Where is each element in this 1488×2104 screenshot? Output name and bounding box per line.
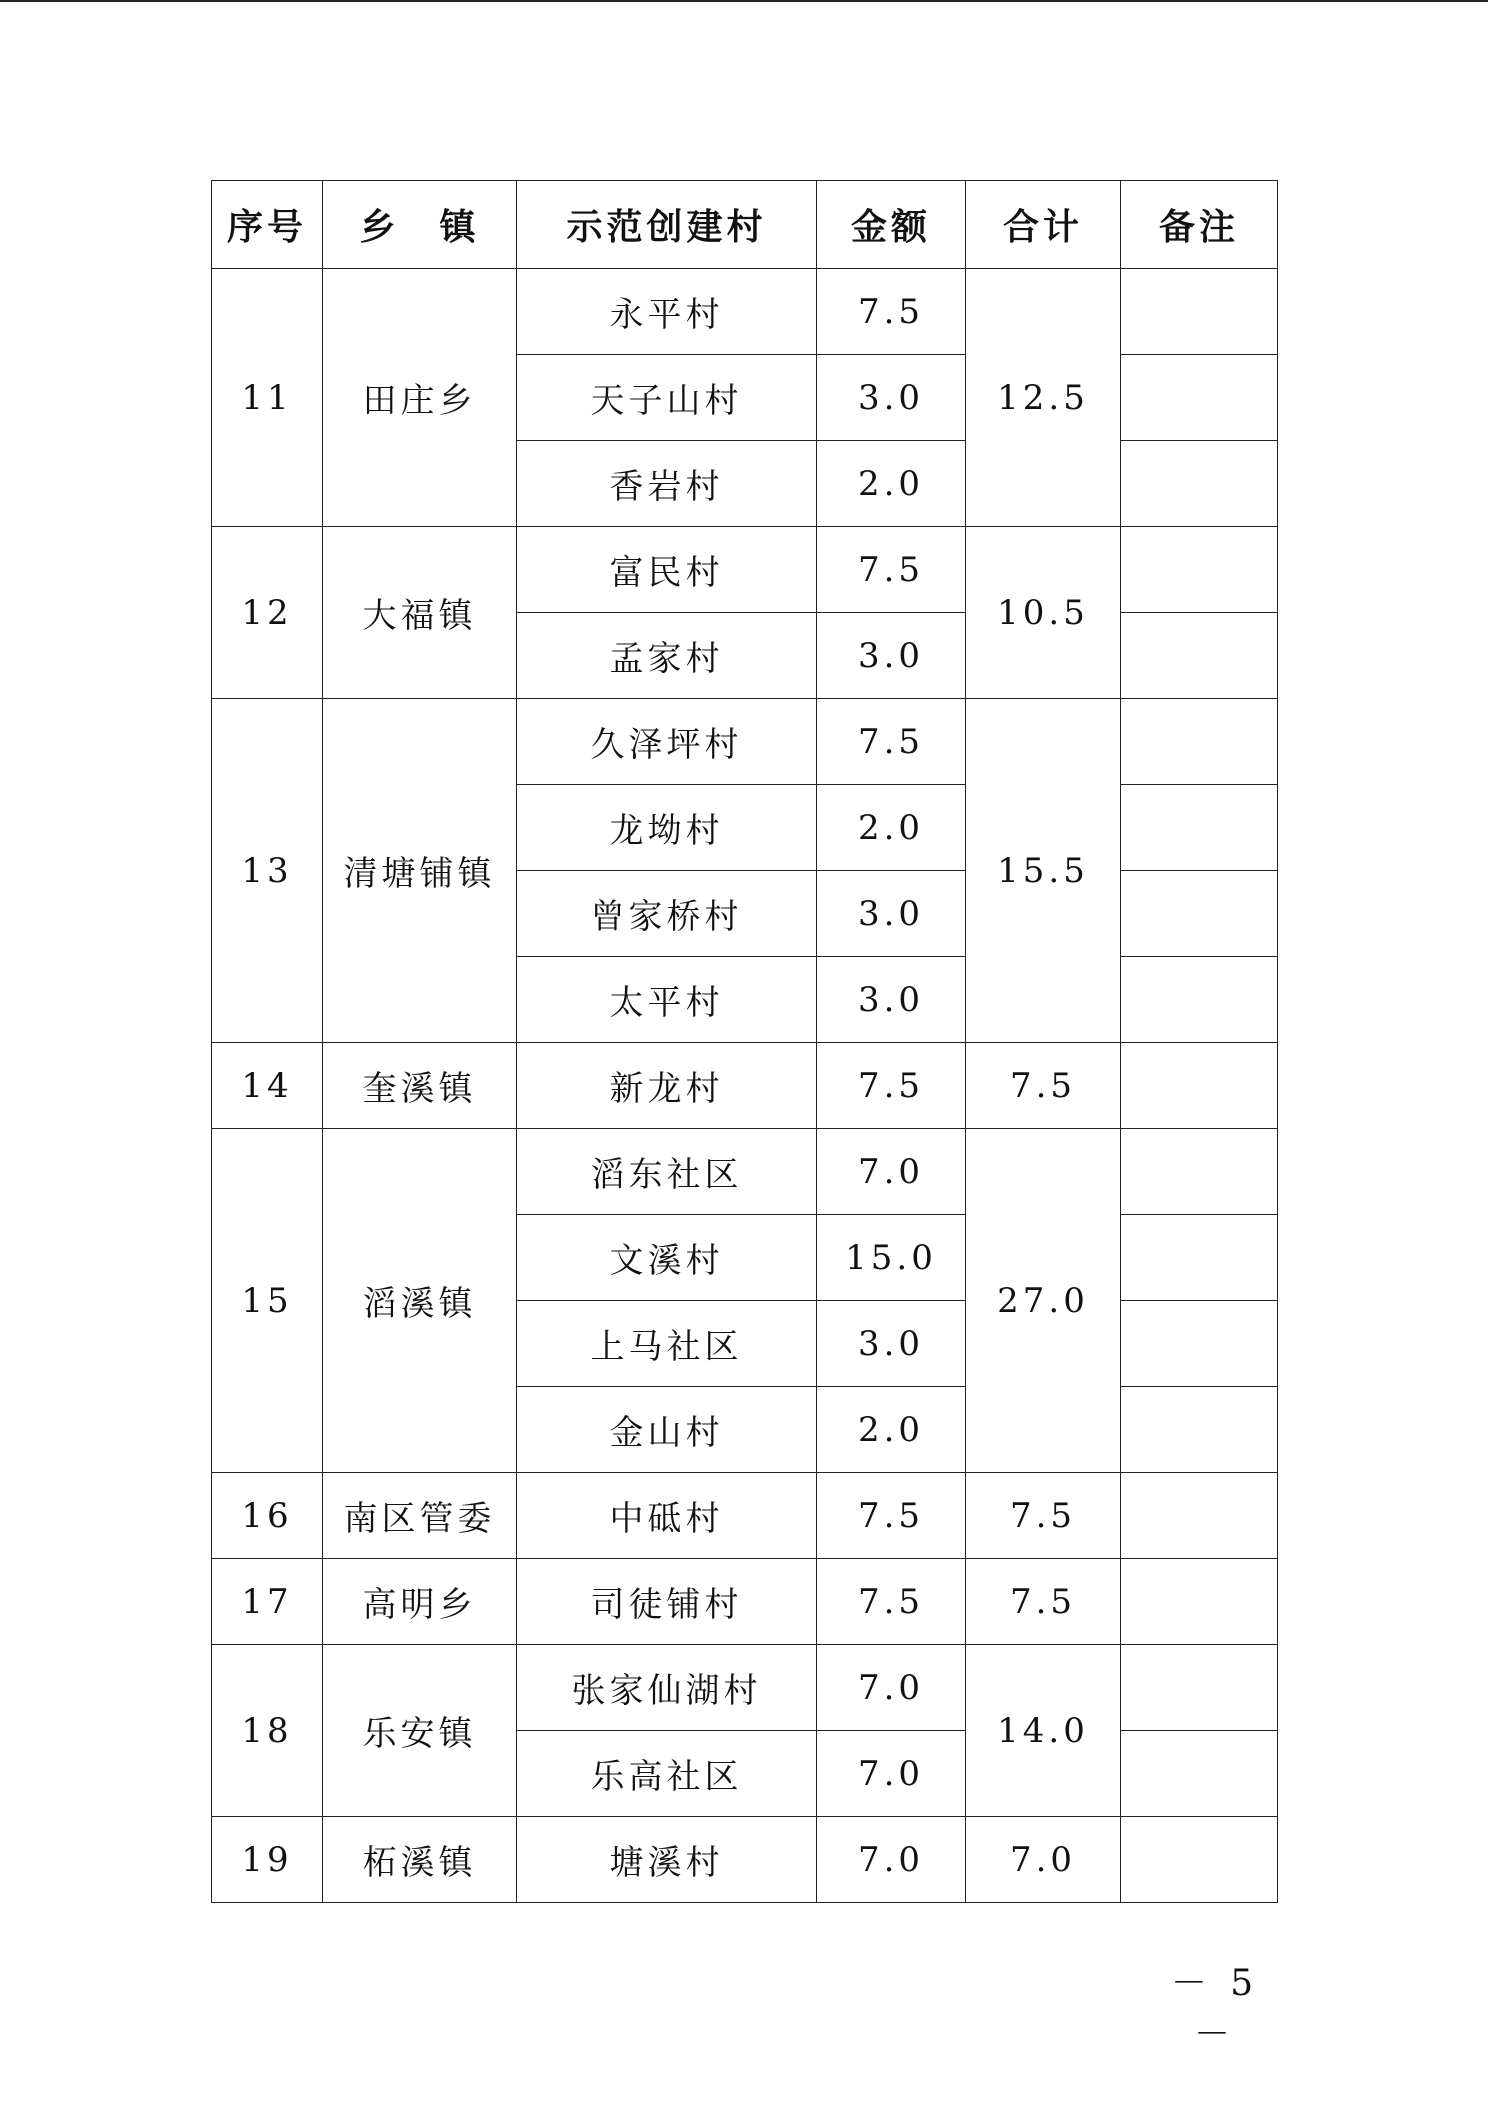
remarks-cell	[1121, 699, 1278, 785]
total-cell: 7.5	[966, 1559, 1121, 1645]
amount-cell: 3.0	[817, 355, 966, 441]
table-row	[212, 1473, 1278, 1559]
serial-number-cell: 15	[212, 1129, 323, 1473]
amount-cell: 7.5	[817, 1473, 966, 1559]
table-row	[212, 1645, 1278, 1731]
total-cell: 27.0	[966, 1129, 1121, 1473]
table-row	[212, 269, 1278, 355]
header-total: 合计	[966, 181, 1121, 269]
village-cell: 文溪村	[517, 1215, 817, 1301]
total-cell: 15.5	[966, 699, 1121, 1043]
remarks-cell	[1121, 1731, 1278, 1817]
total-cell: 7.5	[966, 1043, 1121, 1129]
remarks-cell	[1121, 871, 1278, 957]
amount-cell: 3.0	[817, 871, 966, 957]
town-cell: 田庄乡	[323, 269, 517, 527]
amount-cell: 2.0	[817, 1387, 966, 1473]
amount-cell: 2.0	[817, 785, 966, 871]
town-cell: 高明乡	[323, 1559, 517, 1645]
remarks-cell	[1121, 1559, 1278, 1645]
village-cell: 张家仙湖村	[517, 1645, 817, 1731]
amount-cell: 7.5	[817, 269, 966, 355]
remarks-cell	[1121, 1043, 1278, 1129]
village-cell: 乐高社区	[517, 1731, 817, 1817]
town-cell: 大福镇	[323, 527, 517, 699]
page-top-border	[0, 0, 1488, 2]
amount-cell: 3.0	[817, 957, 966, 1043]
funding-table	[211, 180, 1278, 1903]
village-cell: 上马社区	[517, 1301, 817, 1387]
town-cell: 奎溪镇	[323, 1043, 517, 1129]
header-demo-village: 示范创建村	[517, 181, 817, 269]
amount-cell: 15.0	[817, 1215, 966, 1301]
village-cell: 永平村	[517, 269, 817, 355]
page-number: － 5 －	[1170, 1963, 1260, 2055]
serial-number-cell: 14	[212, 1043, 323, 1129]
remarks-cell	[1121, 1387, 1278, 1473]
amount-cell: 7.0	[817, 1129, 966, 1215]
amount-cell: 7.5	[817, 1559, 966, 1645]
header-remarks: 备注	[1121, 181, 1278, 269]
amount-cell: 3.0	[817, 1301, 966, 1387]
village-cell: 天子山村	[517, 355, 817, 441]
serial-number-cell: 16	[212, 1473, 323, 1559]
remarks-cell	[1121, 1301, 1278, 1387]
remarks-cell	[1121, 613, 1278, 699]
serial-number-cell: 13	[212, 699, 323, 1043]
amount-cell: 3.0	[817, 613, 966, 699]
table-row	[212, 699, 1278, 785]
remarks-cell	[1121, 1129, 1278, 1215]
serial-number-cell: 18	[212, 1645, 323, 1817]
village-cell: 龙坳村	[517, 785, 817, 871]
serial-number-cell: 19	[212, 1817, 323, 1903]
village-cell: 新龙村	[517, 1043, 817, 1129]
amount-cell: 7.0	[817, 1817, 966, 1903]
town-cell: 清塘铺镇	[323, 699, 517, 1043]
table-row	[212, 527, 1278, 613]
serial-number-cell: 12	[212, 527, 323, 699]
village-cell: 金山村	[517, 1387, 817, 1473]
town-cell: 滔溪镇	[323, 1129, 517, 1473]
amount-cell: 7.0	[817, 1645, 966, 1731]
amount-cell: 7.5	[817, 1043, 966, 1129]
amount-cell: 7.5	[817, 527, 966, 613]
village-cell: 久泽坪村	[517, 699, 817, 785]
village-cell: 香岩村	[517, 441, 817, 527]
amount-cell: 7.0	[817, 1731, 966, 1817]
remarks-cell	[1121, 957, 1278, 1043]
village-cell: 塘溪村	[517, 1817, 817, 1903]
total-cell: 12.5	[966, 269, 1121, 527]
total-cell: 7.5	[966, 1473, 1121, 1559]
table-row	[212, 1559, 1278, 1645]
remarks-cell	[1121, 1645, 1278, 1731]
total-cell: 14.0	[966, 1645, 1121, 1817]
remarks-cell	[1121, 527, 1278, 613]
remarks-cell	[1121, 785, 1278, 871]
remarks-cell	[1121, 441, 1278, 527]
village-cell: 滔东社区	[517, 1129, 817, 1215]
remarks-cell	[1121, 269, 1278, 355]
table-row	[212, 1129, 1278, 1215]
town-cell: 南区管委	[323, 1473, 517, 1559]
town-cell: 乐安镇	[323, 1645, 517, 1817]
village-cell: 太平村	[517, 957, 817, 1043]
header-amount: 金额	[817, 181, 966, 269]
remarks-cell	[1121, 1215, 1278, 1301]
remarks-cell	[1121, 1817, 1278, 1903]
amount-cell: 2.0	[817, 441, 966, 527]
town-cell: 柘溪镇	[323, 1817, 517, 1903]
amount-cell: 7.5	[817, 699, 966, 785]
village-cell: 中砥村	[517, 1473, 817, 1559]
village-cell: 孟家村	[517, 613, 817, 699]
total-cell: 7.0	[966, 1817, 1121, 1903]
serial-number-cell: 11	[212, 269, 323, 527]
serial-number-cell: 17	[212, 1559, 323, 1645]
remarks-cell	[1121, 355, 1278, 441]
total-cell: 10.5	[966, 527, 1121, 699]
table-header-row	[212, 181, 1278, 269]
village-cell: 曾家桥村	[517, 871, 817, 957]
header-serial-number: 序号	[212, 181, 323, 269]
village-cell: 司徒铺村	[517, 1559, 817, 1645]
village-cell: 富民村	[517, 527, 817, 613]
table-row	[212, 1817, 1278, 1903]
table-row	[212, 1043, 1278, 1129]
remarks-cell	[1121, 1473, 1278, 1559]
header-town: 乡 镇	[323, 181, 517, 269]
